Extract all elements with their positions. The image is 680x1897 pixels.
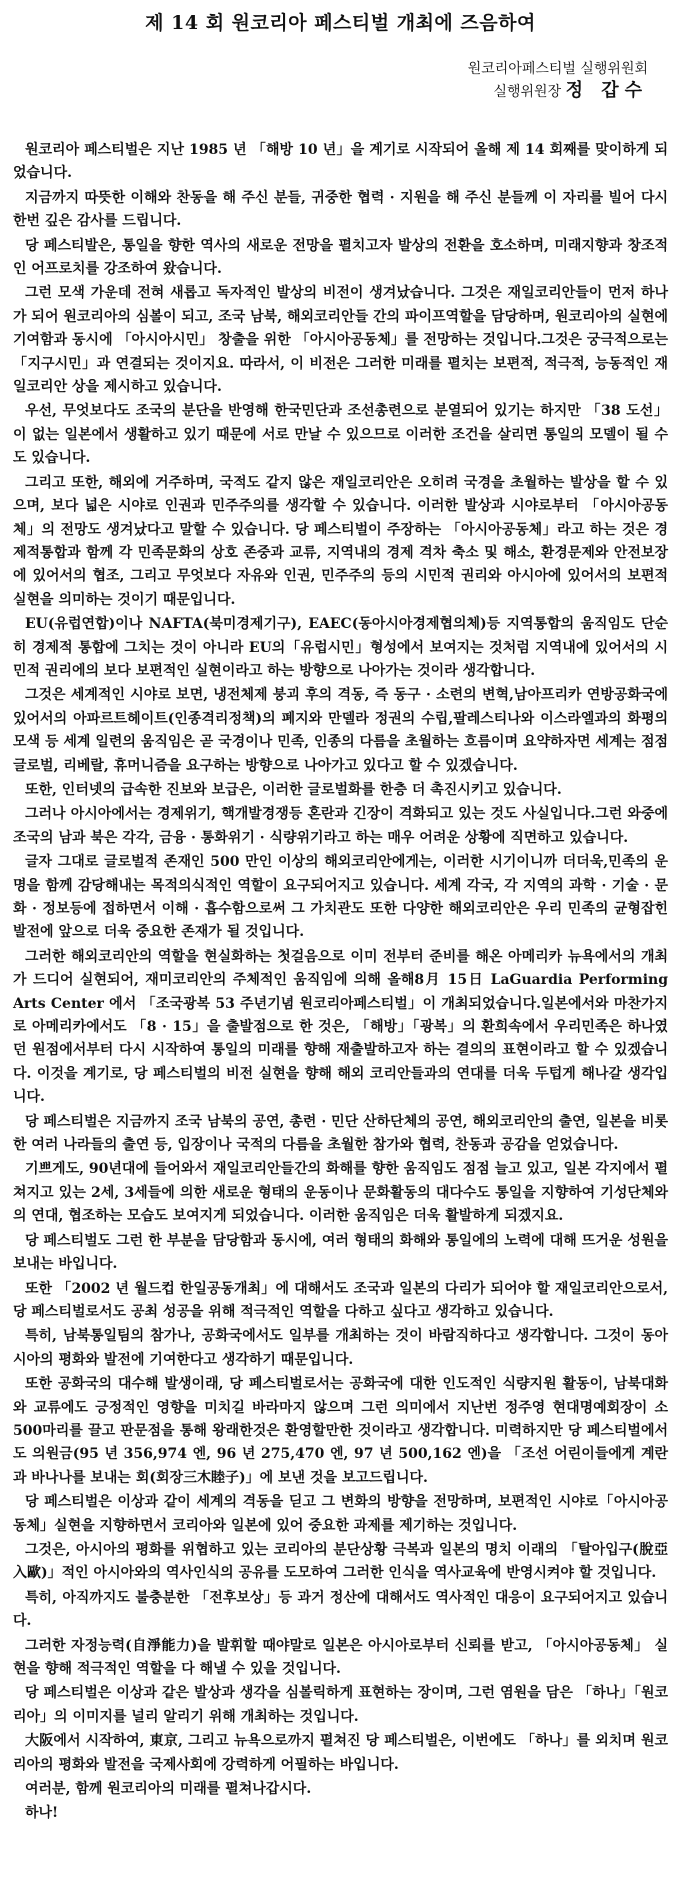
paragraph: 하나! <box>25 1805 59 1822</box>
paragraph: 그러한 해외코리안의 역할을 현실화하는 첫걸음으로 이미 전부터 준비를 해온 아메리카 뉴욕에서의 개최가 드디어 실현되어, 재미코리안의 주체적인 움직임에 의해 올해8月 15日 LaGuardia Performing Arts Center 에서 「조국광복 53 주년기념 원코리아페스티벌」이 개최되었습니다.일본에서와 마찬가지로 아메리카에서도 「8 · 15」을 출발점으로 한 것은, 「해방」「광복」의 환희속에서 우리민족은 하나였던 원점에서부터 다시 시작하여 통일의 미래를 향해 재출발하고자 하는 결의의 표현이라고 할 수 있겠습니다. 이것을 계기로, 당 페스티벌의 비전 실현을 향해 해외 코리안들과의 연대를 더욱 두텁게 해나갈 생각입니다. <box>13 948 668 1106</box>
paragraph: 또한 「2002 년 월드컵 한일공동개최」에 대해서도 조국과 일본의 다리가 되어야 할 재일코리안으로서, 당 페스티벌로서도 공최 성공을 위해 적극적인 역할을 다하고 싶다고 생각하고 있습니다. <box>13 1280 668 1320</box>
author-line <box>13 80 648 103</box>
paragraph: 기쁘게도, 90년대에 들어와서 재일코리안들간의 화해를 향한 움직임도 점점 늘고 있고, 일본 각지에서 펼쳐지고 있는 2세, 3세들에 의한 새로운 형태의 운동이나 문화활동의 대다수도 통일을 지향하여 기성단체와의 연대, 협조하는 모습도 보여지게 되었습니다. 이러한 움직임은 더욱 활발하게 되겠지요. <box>13 1161 668 1225</box>
paragraph: 당 페스티발은, 통일을 향한 역사의 새로운 전망을 펼치고자 발상의 전환을 호소하며, 미래지향과 창조적인 어프로치를 강조하여 왔습니다. <box>13 237 668 278</box>
chair-role: 실행위원장 <box>493 84 562 100</box>
author-block <box>13 58 668 103</box>
paragraph: 그것은, 아시아의 평화를 위협하고 있는 코리아의 분단상황 극복과 일본의 명치 이래의 「탈아입구(脫亞入歐)」적인 아시아와의 역사인식의 공유를 도모하여 그러한 인식을 역사교육에 반영시켜야 할 것입니다. <box>13 1541 668 1582</box>
paragraph: 지금까지 따뜻한 이해와 찬동을 해 주신 분들, 귀중한 협력 · 지원을 해 주신 분들께 이 자리를 빌어 다시 한번 깊은 감사를 드립니다. <box>13 189 668 230</box>
paragraph: 우선, 무엇보다도 조국의 분단을 반영해 한국민단과 조선총련으로 분열되어 있기는 하지만 「38 도선」이 없는 일본에서 생활하고 있기 때문에 서로 만날 수 있으므로 이러한 조건을 살리면 통일의 모델이 될 수도 있습니다. <box>13 403 668 467</box>
paragraph: 당 페스티벌은 이상과 같이 세계의 격동을 딛고 그 변화의 방향을 전망하며, 보편적인 시야로「아시아공동체」실현을 지향하면서 코리아와 일본에 있어 중요한 과제를 제기하는 것입니다. <box>13 1494 668 1534</box>
paragraph: EU(유럽연합)이나 NAFTA(북미경제기구), EAEC(동아시아경제협의체)등 지역통합의 움직임도 단순히 경제적 통합에 그치는 것이 아니라 EU의「유럽시민」형성에서 보여지는 것처럼 지역내에 있어서의 시민적 권리에의 보다 보편적인 실현이라고 하는 방향으로 나아가는 것이라 생각합니다. <box>13 616 668 679</box>
paragraph: 그런 모색 가운데 전혀 새롭고 독자적인 발상의 비전이 생겨났습니다. 그것은 재일코리안들이 먼저 하나가 되어 원코리아의 심볼이 되고, 조국 남북, 해외코리안들 간의 파이프역할을 담당하며, 원코리아의 실현에 기여함과 동시에 「아시아시민」 창출을 위한 「아시아공동체」를 전망하는 것입니다.그것은 궁극적으로는 「지구시민」과 연결되는 것이지요. 따라서, 이 비전은 그러한 미래를 펼치는 보편적, 적극적, 능동적인 재일코리안 상을 제시하고 있습니다. <box>13 285 668 396</box>
paragraph: 여러분, 함께 원코리아의 미래를 펼쳐나갑시다. <box>25 1781 312 1798</box>
document-body <box>13 139 668 1826</box>
paragraph: 당 페스티벌도 그런 한 부분을 담당함과 동시에, 여러 형태의 화해와 통일에의 노력에 대해 뜨거운 성원을 보내는 바입니다. <box>13 1232 668 1273</box>
paragraph: 또한, 인터넷의 급속한 진보와 보급은, 이러한 글로벌화를 한층 더 촉진시키고 있습니다. <box>25 781 562 798</box>
chair-name: 정 갑수 <box>565 80 648 101</box>
paragraph: 당 페스티벌은 이상과 같은 발상과 생각을 심볼릭하게 표현하는 장이며, 그런 염원을 담은 「하나」「원코리아」의 이미지를 널리 알리기 위해 개최하는 것입니다. <box>13 1685 668 1725</box>
paragraph: 원코리아 페스티벌은 지난 1985 년 「해방 10 년」을 계기로 시작되어 올해 제 14 회째를 맞이하게 되었습니다. <box>13 142 668 182</box>
paragraph: 大阪에서 시작하여, 東京, 그리고 뉴욕으로까지 펼쳐진 당 페스티벌은, 이번에도 「하나」를 외치며 원코리아의 평화와 발전을 국제사회에 강력하게 어필하는 바입니다. <box>13 1733 668 1773</box>
paragraph: 그러나 아시아에서는 경제위기, 핵개발경쟁등 혼란과 긴장이 격화되고 있는 것도 사실입니다.그런 와중에 조국의 남과 북은 각각, 금융 · 통화위기 · 식량위기라고 하는 매우 어려운 상황에 직면하고 있습니다. <box>13 806 668 846</box>
paragraph: 당 페스티벌은 지금까지 조국 남북의 공연, 총련 · 민단 산하단체의 공연, 해외코리안의 출연, 일본을 비롯한 여러 나라들의 출연 등, 입장이나 국적의 다름을 초월한 참가와 협력, 찬동과 공감을 얻었습니다. <box>13 1113 668 1154</box>
organization-name: 원코리아페스티벌 실행위원회 <box>467 61 648 77</box>
paragraph: 또한 공화국의 대수해 발생이래, 당 페스티벌로서는 공화국에 대한 인도적인 식량지원 활동이, 남북대화와 교류에도 긍정적인 영향을 미치길 바라마지 않으며 그런 의미에서 지난번 정주영 현대명예회장이 소 500마리를 끌고 판문점을 통해 왕래한것은 환영할만한 것이라고 생각합니다. 미력하지만 당 페스티벌에서도 의원금(95 년 356,974 엔, 96 년 275,470 엔, 97 년 500,162 엔)을 「조선 어린이들에게 계란과 바나나를 보내는 회(회장三木睦子)」에 보낸 것을 보고드립니다. <box>13 1376 668 1486</box>
paragraph: 특히, 아직까지도 불충분한 「전후보상」등 과거 정산에 대해서도 역사적인 대응이 요구되어지고 있습니다. <box>13 1589 668 1630</box>
paragraph: 그리고 또한, 해외에 거주하며, 국적도 같지 않은 재일코리안은 오히려 국경을 초월하는 발상을 할 수 있으며, 보다 넓은 시야로 인권과 민주주의를 생각할 수 있습니다. 이러한 발상과 시야로부터 「아시아공동체」의 전망도 생겨났다고 말할 수 있습니다. 당 페스티벌이 주장하는 「아시아공동체」라고 하는 것은 경제적통합과 함께 각 민족문화의 상호 존중과 교류, 지역내의 경제 격차 축소 및 해소, 환경문제와 안전보장에 있어서의 협조, 그리고 무엇보다 자유와 인권, 민주주의 등의 시민적 권리와 아시아에 있어서의 보편적 실현을 의미하는 것이기 때문입니다. <box>13 474 668 608</box>
paragraph: 그것은 세계적인 시야로 보면, 냉전체제 붕괴 후의 격동, 즉 동구 · 소련의 변혁,남아프리카 연방공화국에 있어서의 아파르트헤이트(인종격리정책)의 폐지와 만델라 정권의 수립,팔레스티나와 이스라엘과의 화평의 모색 등 세계 일련의 움직임은 곧 국경이나 민족, 인종의 다름을 초월하는 흐름이며 요약하자면 세계는 점점 글로벌, 리베랄, 휴머니즘을 요구하는 방향으로 나아가고 있다고 할 수 있겠습니다. <box>13 687 668 774</box>
paragraph: 그러한 자정능력(自淨能力)을 발휘할 때야말로 일본은 아시아로부터 신뢰를 받고, 「아시아공동체」 실현을 향해 적극적인 역할을 다 해낼 수 있을 것입니다. <box>13 1637 668 1677</box>
paragraph: 특히, 남북통일팀의 참가나, 공화국에서도 일부를 개최하는 것이 바람직하다고 생각합니다. 그것이 동아시아의 평화와 발전에 기여한다고 생각하기 때문입니다. <box>13 1328 668 1368</box>
paragraph: 글자 그대로 글로벌적 존재인 500 만인 이상의 해외코리안에게는, 이러한 시기이니까 더더욱,민족의 운명을 함께 감당해내는 목적의식적인 역할이 요구되어지고 있습니다. 세계 각국, 각 지역의 과학 · 기술 · 문화 · 정보등에 접하면서 이해 · 흡수함으로써 그 가치관도 또한 다양한 해외코리안은 우리 민족의 균형잡힌 발전에 앞으로 더욱 중요한 존재가 될 것입니다. <box>13 854 668 941</box>
document-title: 제 14 회 원코리아 페스티벌 개최에 즈음하여 <box>145 12 536 34</box>
